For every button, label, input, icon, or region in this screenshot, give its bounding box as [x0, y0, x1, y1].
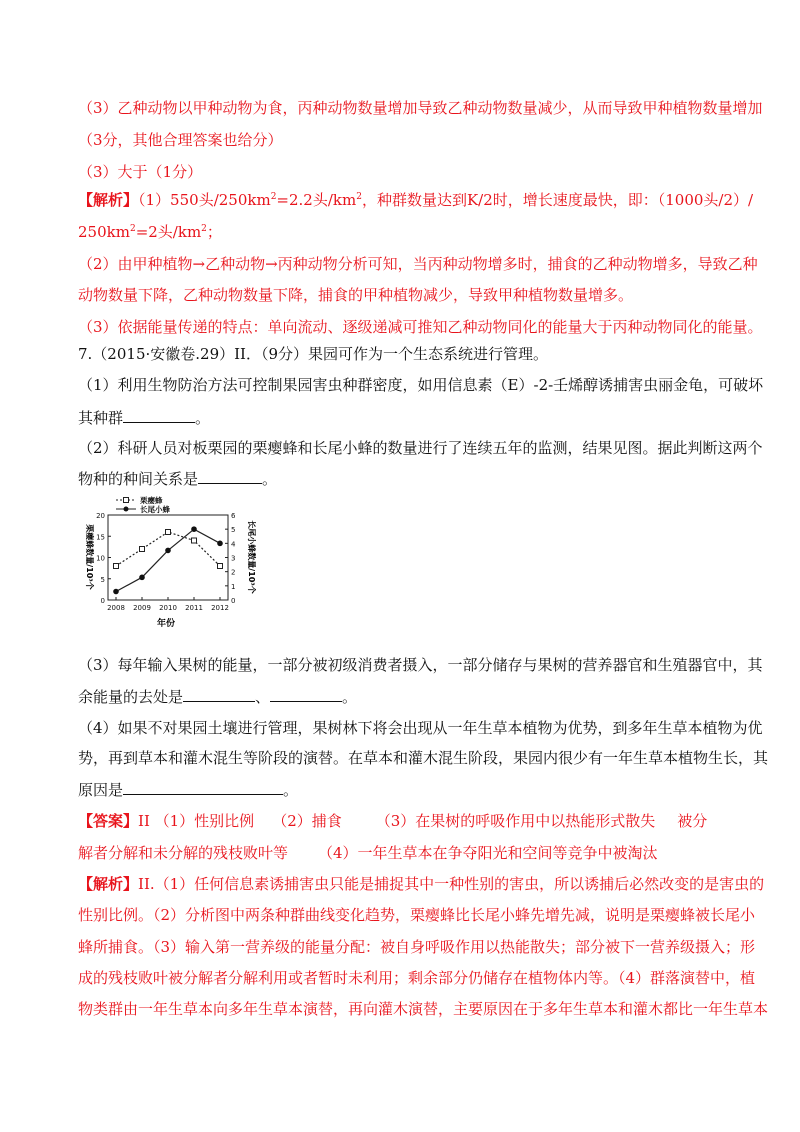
x-tick-label: 2009 — [133, 604, 151, 612]
explain-tag: 【解析】 — [78, 875, 139, 893]
y-right-tick-label: 3 — [231, 554, 236, 563]
y-right-tick-label: 6 — [231, 512, 236, 520]
answer-line-1 — [78, 811, 707, 831]
part4-end: 。 — [283, 781, 299, 799]
answer-line-2 — [78, 843, 658, 863]
explain-line-2: 性别比例。（2）分析图中两条种群曲线变化趋势，栗瘿蜂比长尾小蜂先增先减，说明是栗瘿蜂被长尾小 — [78, 906, 756, 924]
question-7-part2-b — [78, 468, 277, 489]
part3-answer-blank-2[interactable] — [270, 686, 342, 702]
y-right-tick-label: 4 — [231, 540, 236, 549]
series-point-circle — [165, 548, 171, 554]
y-left-tick-label: 0 — [100, 597, 105, 605]
series-point-square — [140, 547, 145, 552]
question-7-part2-a: （2）科研人员对板栗园的栗瘿蜂和长尾小蜂的数量进行了连续五年的监测，结果见图。据此判断这两个 — [78, 439, 763, 457]
analysis-line-1 — [78, 190, 753, 210]
legend-label: 栗瘿蜂 — [140, 496, 163, 505]
explain-line-3: 蜂所捕食。（3）输入第一营养级的能量分配：被自身呼吸作用以热能散失；部分被下一营养级摄入；形 — [78, 938, 756, 956]
series-point-circle — [113, 589, 119, 595]
part2-text: 物种的种间关系是 — [78, 470, 199, 488]
x-tick-label: 2011 — [185, 604, 203, 612]
legend-marker-square — [124, 498, 129, 503]
explain-line-5: 物类群由一年生草本向多年生草本演替，再向灌木演替，主要原因在于多年生草本和灌木都比一年生草本 — [78, 1000, 769, 1018]
explain-line-4: 成的残枝败叶被分解者分解利用或者暂时未利用；剩余部分仍储存在植物体内等。（4）群落演替中，植 — [78, 969, 756, 987]
superscript: 2 — [270, 192, 277, 202]
question-7-part4-a: （4）如果不对果园土壤进行管理，果树林下将会出现从一年生草本植物为优势，到多年生草本植物为优 — [78, 719, 763, 737]
y-right-tick-label: 5 — [231, 526, 236, 535]
y-right-tick-label: 0 — [231, 597, 236, 605]
x-tick-label: 2010 — [159, 604, 177, 612]
part1-answer-blank[interactable] — [123, 407, 195, 423]
analysis-text-2b: =2头/km — [135, 223, 202, 241]
y-left-tick-label: 5 — [100, 575, 105, 584]
analysis-text-1c: ，种群数量达到K/2时，增长速度最快，即：（1000头/2）/ — [361, 191, 754, 209]
series-point-square — [166, 530, 171, 535]
legend-marker-circle — [124, 507, 129, 512]
part2-answer-blank[interactable] — [198, 468, 262, 484]
analysis-tag: 【解析】 — [78, 191, 139, 209]
analysis-line-3: （2）由甲种植物→乙种动物→丙种动物分析可知，当丙种动物增多时，捕食的乙种动物增多，导致乙种 — [78, 255, 758, 273]
series-point-circle — [217, 541, 223, 547]
question-7-part1-a: （1）利用生物防治方法可控制果园害虫种群密度，如用信息素（E）-2-壬烯醇诱捕害虫丽金龟，可破坏 — [78, 376, 764, 394]
part3-text: 余能量的去处是 — [78, 688, 184, 706]
question-7-part3-b — [78, 686, 357, 707]
part1-text: 其种群 — [78, 409, 124, 427]
legend-label: 长尾小蜂 — [140, 505, 170, 514]
analysis-text-2a: 250km — [78, 223, 130, 241]
answer-line-3a: （3）乙种动物以甲种动物为食，丙种动物数量增加导致乙种动物数量减少，从而导致甲种植物数量增加 — [78, 99, 763, 117]
answer-part-2: （2）捕食 — [272, 812, 342, 830]
population-chart — [78, 495, 258, 630]
analysis-line-2 — [78, 222, 222, 242]
answer-line-3b: （3分，其他合理答案也给分） — [78, 131, 283, 149]
y-axis-right-label: 长尾小蜂数量/10³个 — [247, 520, 256, 594]
x-tick-label: 2012 — [211, 604, 229, 612]
part1-end: 。 — [195, 409, 211, 427]
y-left-tick-label: 10 — [96, 554, 105, 563]
part4-text: 原因是 — [78, 781, 124, 799]
part3-sep: 、 — [255, 688, 271, 706]
answer-part-5: 解者分解和未分解的残枝败叶等 — [78, 844, 289, 862]
analysis-text-1a: （1）550头/250km — [138, 191, 271, 209]
population-chart-svg — [78, 495, 258, 630]
answer-part-1: II （1）性别比例 — [138, 812, 255, 830]
y-left-tick-label: 20 — [96, 512, 105, 520]
answer-tag: 【答案】 — [78, 812, 139, 830]
series-point-circle — [139, 575, 145, 581]
answer-line-3c: （3）大于（1分） — [78, 163, 203, 181]
y-right-tick-label: 1 — [231, 582, 236, 591]
series-point-square — [192, 538, 197, 543]
series-point-square — [114, 564, 119, 569]
question-7-part1-b — [78, 407, 210, 428]
y-left-tick-label: 15 — [96, 533, 105, 542]
x-tick-label: 2008 — [107, 604, 125, 612]
answer-part-6: （4）一年生草本在争夺阳光和空间等竞争中被淘汰 — [318, 844, 658, 862]
question-7-part3-a: （3）每年输入果树的能量，一部分被初级消费者摄入，一部分储存与果树的营养器官和生殖器官中，其 — [78, 656, 763, 674]
y-right-tick-label: 2 — [231, 568, 236, 577]
y-axis-left-label: 栗瘿蜂数量/10³个 — [85, 524, 94, 590]
superscript: 2 — [356, 192, 362, 202]
x-axis-label: 年份 — [156, 619, 176, 629]
analysis-line-4: 动物数量下降，乙种动物数量下降，捕食的甲种植物减少，导致甲种植物数量增多。 — [78, 286, 634, 304]
superscript: 2 — [201, 224, 207, 234]
answer-part-3: （3）在果树的呼吸作用中以热能形式散失 — [375, 812, 656, 830]
series-point-circle — [191, 526, 197, 532]
question-7-part4-c — [78, 779, 298, 800]
explain-text-1: II.（1）任何信息素诱捕害虫只能是捕捉其中一种性别的害虫，所以诱捕后必然改变的是害虫的 — [138, 875, 765, 893]
analysis-text-1b: =2.2头/km — [276, 191, 357, 209]
question-7-title: 7.（2015·安徽卷.29）II．（9分）果园可作为一个生态系统进行管理。 — [78, 345, 549, 363]
explain-line-1 — [78, 874, 764, 894]
superscript: 2 — [129, 224, 136, 234]
part4-answer-blank[interactable] — [123, 779, 283, 795]
analysis-line-5: （3）依据能量传递的特点：单向流动、逐级递减可推知乙种动物同化的能量大于丙种动物同化的能量。 — [78, 318, 763, 336]
part3-answer-blank-1[interactable] — [183, 686, 255, 702]
answer-part-4: 被分 — [677, 812, 708, 830]
series-point-square — [218, 564, 223, 569]
question-7-part4-b: 势，再到草本和灌木混生等阶段的演替。在草本和灌木混生阶段，果园内很少有一年生草本植物生长，其 — [78, 749, 769, 767]
part2-end: 。 — [262, 470, 278, 488]
analysis-text-2c: ； — [206, 223, 222, 241]
part3-end: 。 — [342, 688, 358, 706]
